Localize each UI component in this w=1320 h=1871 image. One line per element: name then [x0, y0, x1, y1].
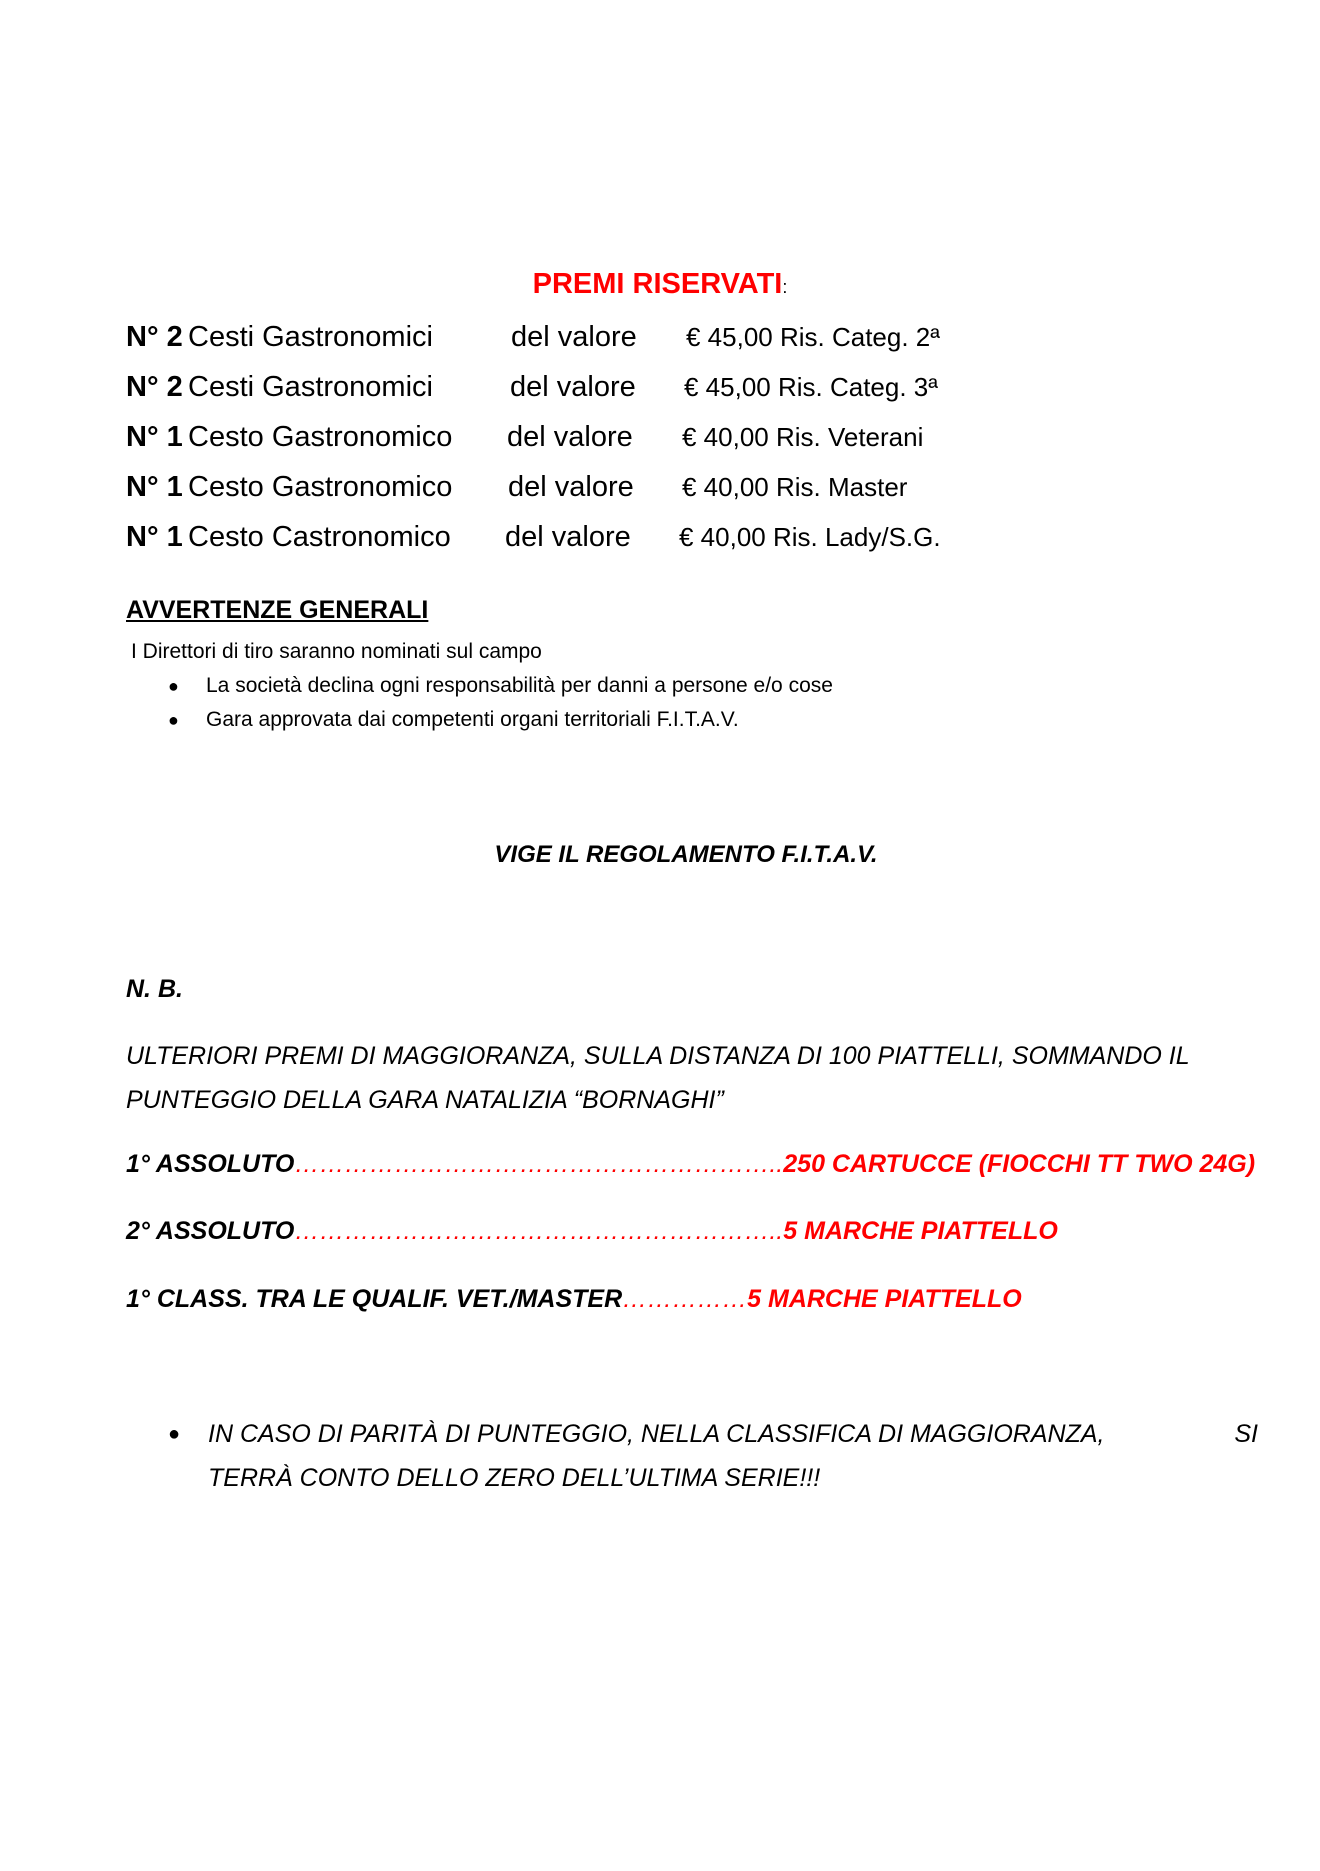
list-item-text: La società declina ogni responsabilità per danni a persone e/o cose — [206, 674, 833, 697]
award-row — [126, 1146, 1255, 1182]
list-item-text: Gara approvata dai competenti organi territoriali F.I.T.A.V. — [206, 708, 739, 731]
prize-row — [126, 514, 941, 560]
prize-qty: N° 1 — [126, 421, 183, 453]
prize-qty: N° 2 — [126, 321, 183, 353]
prize-valore: del valore — [505, 521, 631, 553]
bullet-icon: ● — [168, 676, 179, 696]
prize-price: € 40,00 Ris. Master — [682, 472, 908, 502]
prize-desc: Cesto Gastronomico — [188, 421, 453, 453]
final-note-line1: IN CASO DI PARITÀ DI PUNTEGGIO, NELLA CLASSIFICA DI MAGGIORANZA, — [208, 1420, 1105, 1448]
award-prize: 5 MARCHE PIATTELLO — [783, 1217, 1058, 1245]
final-note-line2: TERRÀ CONTO DELLO ZERO DELL’ULTIMA SERIE!!! — [208, 1464, 821, 1492]
nb-label: N. B. — [126, 975, 183, 1003]
prize-desc: Cesti Gastronomici — [188, 371, 433, 403]
prize-desc: Cesto Gastronomico — [188, 471, 453, 503]
premi-title-colon: : — [782, 277, 788, 297]
bullet-icon: ● — [168, 710, 179, 730]
prize-valore: del valore — [511, 321, 637, 353]
prize-desc: Cesti Gastronomici — [188, 321, 433, 353]
prize-qty: N° 2 — [126, 371, 183, 403]
prize-price: € 45,00 Ris. Categ. 3ª — [684, 372, 938, 402]
prize-price: € 40,00 Ris. Lady/S.G. — [679, 522, 941, 552]
award-prize: 250 CARTUCCE (FIOCCHI TT TWO 24G) — [783, 1150, 1256, 1178]
prize-row — [126, 314, 940, 360]
list-item — [168, 672, 833, 700]
prize-valore: del valore — [507, 421, 633, 453]
prize-price: € 45,00 Ris. Categ. 2ª — [686, 322, 940, 352]
avvertenze-intro: I Direttori di tiro saranno nominati sul campo — [131, 640, 542, 663]
prize-row — [126, 464, 908, 510]
avvertenze-title: AVVERTENZE GENERALI — [126, 596, 429, 624]
award-label: 1° CLASS. TRA LE QUALIF. VET./MASTER — [126, 1285, 623, 1313]
prize-price: € 40,00 Ris. Veterani — [682, 422, 924, 452]
final-note-line1-end: SI — [1234, 1420, 1258, 1448]
award-leader: ………………………………………………….. — [294, 1217, 784, 1245]
premi-title-text: PREMI RISERVATI — [532, 268, 783, 300]
prize-valore: del valore — [510, 371, 636, 403]
regolamento-heading: VIGE IL REGOLAMENTO F.I.T.A.V. — [494, 841, 878, 868]
nb-text: ULTERIORI PREMI DI MAGGIORANZA, SULLA DISTANZA DI 100 PIATTELLI, SOMMANDO IL PUNTEGGIO DELLA GARA NATALIZIA “BORNAGHI” — [126, 1042, 1190, 1114]
prize-valore: del valore — [508, 471, 634, 503]
award-row — [126, 1213, 1058, 1249]
award-leader: ………………………………………………….. — [294, 1150, 784, 1178]
prize-qty: N° 1 — [126, 521, 183, 553]
list-item — [168, 706, 739, 734]
award-row — [126, 1281, 1022, 1317]
prize-row — [126, 364, 938, 410]
bullet-icon: ● — [168, 1423, 181, 1445]
award-label: 2° ASSOLUTO — [126, 1217, 295, 1245]
prize-desc: Cesto Castronomico — [188, 521, 451, 553]
prize-qty: N° 1 — [126, 471, 183, 503]
premi-title — [0, 266, 1320, 305]
prize-row — [126, 414, 924, 460]
award-label: 1° ASSOLUTO — [126, 1150, 295, 1178]
award-prize: 5 MARCHE PIATTELLO — [747, 1285, 1022, 1313]
award-leader: …………… — [622, 1285, 748, 1313]
